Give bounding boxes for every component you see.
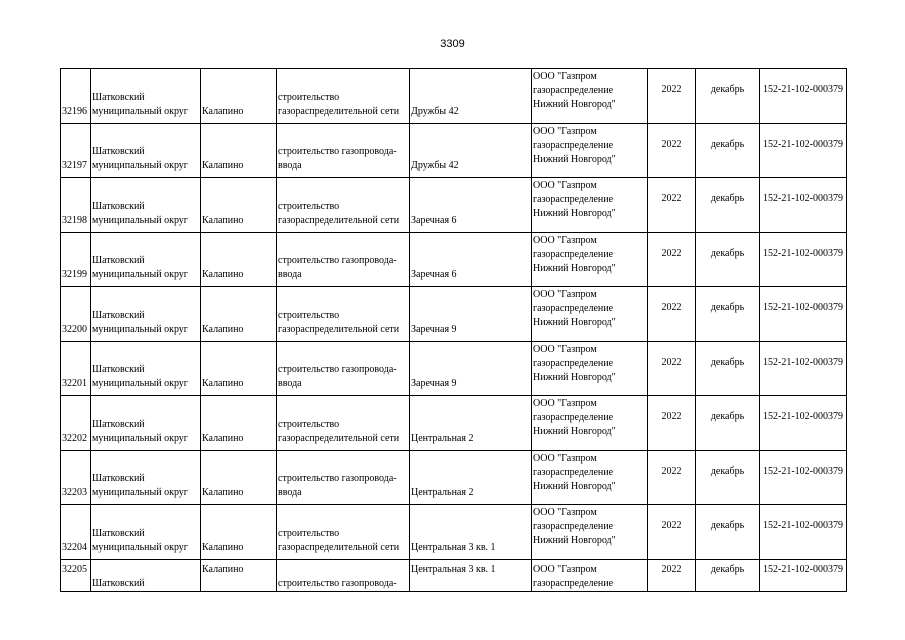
work-type-cell: [277, 232, 410, 287]
work-type-cell-line: строительство газопровода-: [278, 577, 397, 589]
row-number: 32197: [61, 123, 91, 178]
district-cell-line: Шатковский: [92, 527, 145, 539]
year-cell: 2022: [648, 396, 696, 451]
district-cell-line: муниципальный округ: [92, 487, 188, 498]
address-cell: Заречная 6: [410, 178, 532, 233]
organization-cell-line: ООО "Газпром: [533, 289, 597, 300]
district-cell-line: Шатковский: [92, 418, 145, 430]
organization-cell: [532, 396, 648, 451]
year-cell: 2022: [648, 178, 696, 233]
village-cell: Калапино: [201, 450, 277, 505]
registry-table: [60, 68, 847, 592]
row-number: 32203: [61, 450, 91, 505]
work-type-cell-line: газораспределительной сети: [278, 105, 400, 117]
month-cell: декабрь: [696, 341, 760, 396]
address-cell: Заречная 6: [410, 232, 532, 287]
work-type-cell-line: газораспределительной сети: [278, 432, 400, 444]
work-type-cell-line: газораспределительной сети: [278, 214, 400, 226]
work-type-cell: [277, 178, 410, 233]
district-cell-line: Шатковский: [92, 364, 145, 375]
work-type-cell-line: строительство: [278, 91, 340, 103]
organization-cell-line: ООО "Газпром: [533, 343, 597, 355]
organization-cell-line: Нижний Новгород": [533, 426, 616, 437]
work-type-cell: [277, 287, 410, 342]
village-cell: Калапино: [201, 559, 277, 591]
table-row: [61, 232, 847, 287]
organization-cell-line: ООО "Газпром: [533, 234, 597, 246]
organization-cell-line: ООО "Газпром: [533, 71, 597, 82]
organization-cell: [532, 287, 648, 342]
organization-cell-line: ООО "Газпром: [533, 452, 597, 464]
district-cell-line: муниципальный округ: [92, 432, 188, 444]
month-cell: декабрь: [696, 123, 760, 178]
work-type-cell: [277, 559, 410, 591]
district-cell: [91, 232, 201, 287]
district-cell-line: Шатковский: [92, 200, 145, 212]
year-cell: 2022: [648, 287, 696, 342]
month-cell: декабрь: [696, 287, 760, 342]
organization-cell: [532, 505, 648, 560]
district-cell: [91, 341, 201, 396]
work-type-cell-line: газораспределительной сети: [278, 323, 400, 335]
month-cell: декабрь: [696, 69, 760, 124]
table-row: [61, 287, 847, 342]
district-cell: [91, 396, 201, 451]
organization-cell-line: газораспределение: [533, 577, 614, 589]
row-number: 32204: [61, 505, 91, 560]
program-code-cell: 152-21-102-000379: [760, 178, 847, 233]
work-type-cell-line: строительство газопровода-: [278, 146, 397, 157]
work-type-cell-line: строительство: [278, 527, 340, 539]
year-cell: 2022: [648, 450, 696, 505]
address-cell: Дружбы 42: [410, 69, 532, 124]
organization-cell-line: ООО "Газпром: [533, 563, 597, 575]
work-type-cell-line: ввода: [278, 269, 302, 280]
year-cell: 2022: [648, 505, 696, 560]
district-cell-line: муниципальный округ: [92, 214, 188, 226]
program-code-cell: 152-21-102-000379: [760, 505, 847, 560]
program-code-cell: 152-21-102-000379: [760, 559, 847, 591]
organization-cell-line: газораспределение: [533, 194, 614, 205]
work-type-cell: [277, 450, 410, 505]
month-cell: декабрь: [696, 505, 760, 560]
program-code-cell: 152-21-102-000379: [760, 396, 847, 451]
organization-cell-line: Нижний Новгород": [533, 535, 616, 546]
organization-cell-line: ООО "Газпром: [533, 125, 597, 137]
district-cell-line: Шатковский: [92, 146, 145, 157]
year-cell: 2022: [648, 123, 696, 178]
district-cell-line: муниципальный округ: [92, 323, 188, 335]
district-cell-line: Шатковский: [92, 309, 145, 321]
row-number: 32201: [61, 341, 91, 396]
program-code-cell: 152-21-102-000379: [760, 287, 847, 342]
table-row: [61, 396, 847, 451]
district-cell: [91, 450, 201, 505]
work-type-cell-line: строительство газопровода-: [278, 364, 397, 375]
organization-cell: [532, 450, 648, 505]
row-number: 32200: [61, 287, 91, 342]
table-row: [61, 178, 847, 233]
organization-cell-line: газораспределение: [533, 521, 614, 532]
work-type-cell-line: строительство: [278, 418, 340, 430]
village-cell: Калапино: [201, 505, 277, 560]
organization-cell-line: газораспределение: [533, 248, 614, 260]
row-number: 32198: [61, 178, 91, 233]
work-type-cell: [277, 341, 410, 396]
organization-cell-line: ООО "Газпром: [533, 398, 597, 409]
table-row: [61, 559, 847, 591]
district-cell: [91, 559, 201, 591]
month-cell: декабрь: [696, 232, 760, 287]
program-code-cell: 152-21-102-000379: [760, 450, 847, 505]
organization-cell-line: ООО "Газпром: [533, 180, 597, 191]
organization-cell: [532, 341, 648, 396]
village-cell: Калапино: [201, 178, 277, 233]
address-cell: Центральная 3 кв. 1: [410, 559, 532, 591]
district-cell-line: муниципальный округ: [92, 105, 188, 117]
organization-cell-line: Нижний Новгород": [533, 262, 616, 274]
work-type-cell: [277, 69, 410, 124]
work-type-cell-line: строительство газопровода-: [278, 473, 397, 484]
district-cell: [91, 123, 201, 178]
village-cell: Калапино: [201, 232, 277, 287]
work-type-cell-line: газораспределительной сети: [278, 541, 400, 553]
program-code-cell: 152-21-102-000379: [760, 123, 847, 178]
organization-cell-line: Нижний Новгород": [533, 480, 616, 492]
table-row: [61, 69, 847, 124]
organization-cell-line: газораспределение: [533, 412, 614, 423]
program-code-cell: 152-21-102-000379: [760, 69, 847, 124]
work-type-cell-line: ввода: [278, 487, 302, 498]
organization-cell-line: газораспределение: [533, 85, 614, 96]
organization-cell-line: газораспределение: [533, 357, 614, 369]
work-type-cell-line: строительство: [278, 309, 340, 321]
district-cell-line: муниципальный округ: [92, 269, 188, 280]
work-type-cell-line: ввода: [278, 160, 302, 171]
work-type-cell: [277, 123, 410, 178]
work-type-cell-line: ввода: [278, 378, 302, 389]
organization-cell-line: Нижний Новгород": [533, 99, 616, 110]
district-cell-line: муниципальный округ: [92, 541, 188, 553]
district-cell-line: муниципальный округ: [92, 378, 188, 389]
district-cell: [91, 505, 201, 560]
district-cell: [91, 178, 201, 233]
organization-cell-line: ООО "Газпром: [533, 507, 597, 518]
organization-cell-line: газораспределение: [533, 466, 614, 478]
year-cell: 2022: [648, 341, 696, 396]
village-cell: Калапино: [201, 69, 277, 124]
district-cell-line: Шатковский: [92, 473, 145, 484]
row-number: 32199: [61, 232, 91, 287]
month-cell: декабрь: [696, 178, 760, 233]
village-cell: Калапино: [201, 396, 277, 451]
year-cell: 2022: [648, 232, 696, 287]
address-cell: Заречная 9: [410, 287, 532, 342]
address-cell: Центральная 2: [410, 396, 532, 451]
address-cell: Центральная 3 кв. 1: [410, 505, 532, 560]
year-cell: 2022: [648, 69, 696, 124]
row-number: 32205: [61, 559, 91, 591]
organization-cell: [532, 232, 648, 287]
program-code-cell: 152-21-102-000379: [760, 232, 847, 287]
program-code-cell: 152-21-102-000379: [760, 341, 847, 396]
table-row: [61, 123, 847, 178]
address-cell: Дружбы 42: [410, 123, 532, 178]
district-cell-line: Шатковский: [92, 91, 145, 103]
organization-cell-line: Нижний Новгород": [533, 153, 616, 165]
district-cell-line: Шатковский: [92, 577, 145, 589]
organization-cell: [532, 69, 648, 124]
village-cell: Калапино: [201, 123, 277, 178]
organization-cell-line: Нижний Новгород": [533, 208, 616, 219]
work-type-cell: [277, 505, 410, 560]
year-cell: 2022: [648, 559, 696, 591]
district-cell-line: муниципальный округ: [92, 160, 188, 171]
address-cell: Заречная 9: [410, 341, 532, 396]
organization-cell-line: газораспределение: [533, 303, 614, 314]
organization-cell: [532, 123, 648, 178]
organization-cell: [532, 178, 648, 233]
table-body: [61, 69, 847, 592]
table-row: [61, 505, 847, 560]
work-type-cell-line: строительство газопровода-: [278, 255, 397, 266]
organization-cell-line: Нижний Новгород": [533, 317, 616, 328]
organization-cell-line: газораспределение: [533, 139, 614, 151]
organization-cell: [532, 559, 648, 591]
month-cell: декабрь: [696, 396, 760, 451]
row-number: 32202: [61, 396, 91, 451]
district-cell-line: Шатковский: [92, 255, 145, 266]
row-number: 32196: [61, 69, 91, 124]
page-number: 3309: [440, 38, 465, 50]
month-cell: декабрь: [696, 450, 760, 505]
work-type-cell-line: строительство: [278, 200, 340, 212]
month-cell: декабрь: [696, 559, 760, 591]
village-cell: Калапино: [201, 341, 277, 396]
organization-cell-line: Нижний Новгород": [533, 371, 616, 383]
table-row: [61, 450, 847, 505]
village-cell: Калапино: [201, 287, 277, 342]
address-cell: Центральная 2: [410, 450, 532, 505]
work-type-cell: [277, 396, 410, 451]
district-cell: [91, 287, 201, 342]
table-row: [61, 341, 847, 396]
district-cell: [91, 69, 201, 124]
